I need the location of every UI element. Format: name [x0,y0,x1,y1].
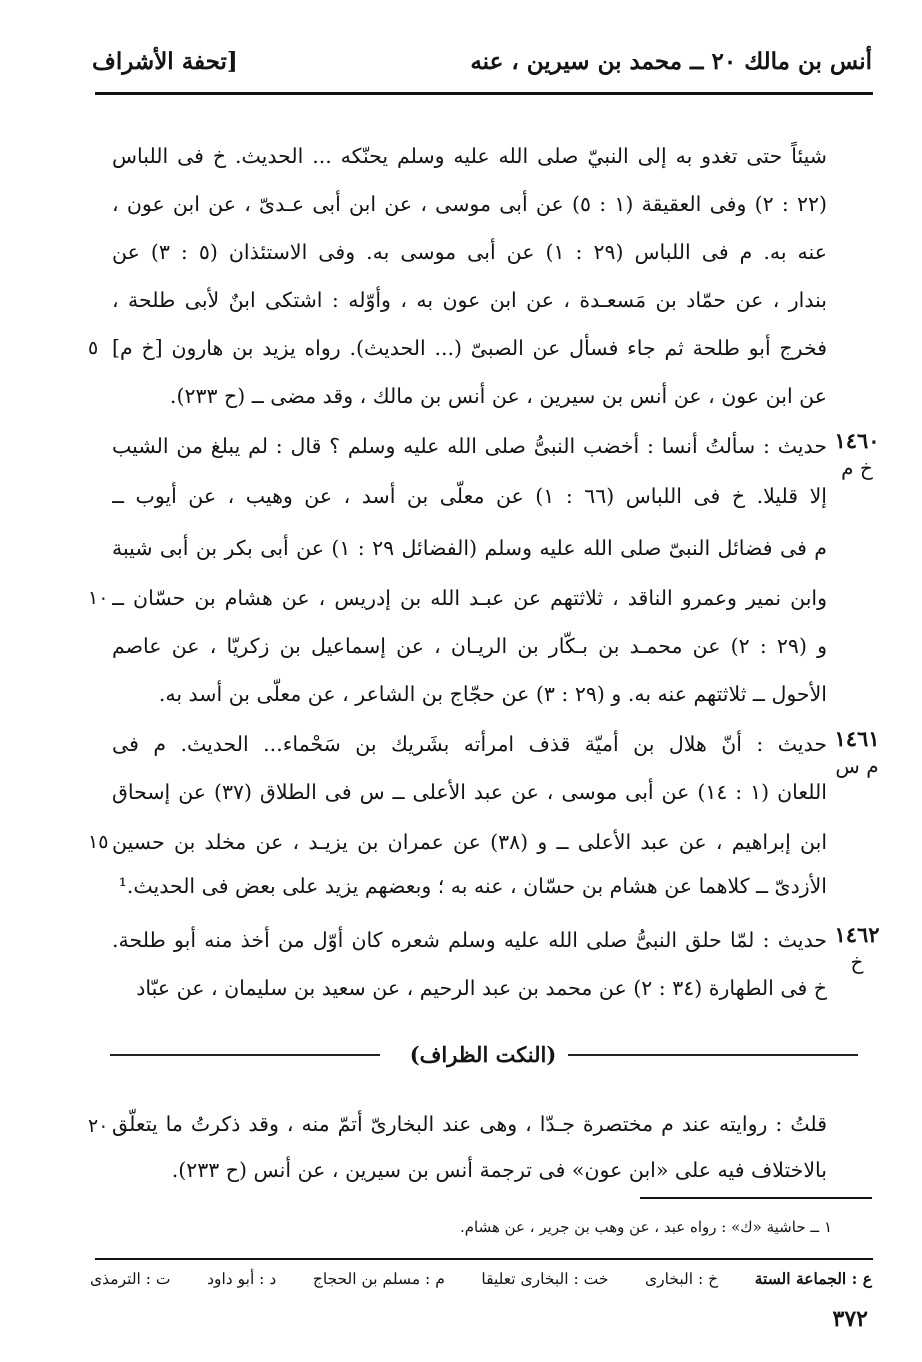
legend-item: خت : البخارى تعليقا [481,1270,609,1288]
text-line: شيئاً حتى تغدو به إلى النبيّ صلى الله عليه وسلم يحنّكه ... الحديث. خ فى اللباس [112,144,827,168]
header-rule [95,92,873,95]
text-line: اللعان (١ : ١٤) عن أبى موسى ، عن عبد الأعلى ــ س فى الطلاق (٣٧) عن إسحاق [112,780,827,804]
footnote-rule [640,1197,872,1199]
text-line: خ فى الطهارة (٣٤ : ٢) عن محمد بن عبد الرحيم ، عن سعيد بن سليمان ، عن عبّاد [136,976,827,1000]
text-line: الأزدىّ ــ كلاهما عن هشام بن حسّان ، عنه به ؛ وبعضهم يزيد على بعض فى الحديث.¹ [118,874,827,898]
book-title: [تحفة الأشراف [92,48,238,75]
text-line: و (٢٩ : ٢) عن محمـد بن بـكّار بن الريـان ، عن إسماعيل بن زكريّا ، عن عاصم [112,634,827,658]
section-title-wrap [88,1040,878,1070]
legend-item: م : مسلم بن الحجاج [312,1270,445,1288]
legend-rule [95,1258,873,1260]
nukat-line: بالاختلاف فيه على «ابن عون» فى ترجمة أنس بن سيرين ، عن أنس (ح ٢٣٣). [171,1158,827,1182]
running-title: أنس بن مالك ٢٠ ــ محمد بن سيرين ، عنه [470,48,872,75]
text-line: فخرج أبو طلحة ثم جاء فسأل عن الصبىّ (... الحديث). رواه يزيد بن هارون [خ م] [112,336,827,360]
text-line: م فى فضائل النبىّ صلى الله عليه وسلم (الفضائل ٢٩ : ١) عن أبى بكر بن أبى شيبة [112,536,827,560]
footnote: ١ ــ حاشية «ك» : رواه عبد ، عن وهب بن جرير ، عن هشام. [459,1218,832,1236]
page-number: ٣٧٢ [832,1306,868,1332]
hadith-line: حديث : أنّ هلال بن أميّة قذف امرأته بشَريك بن سَحْماء... الحديث. م فى [112,732,827,756]
text-line: (٢٢ : ٢) وفى العقيقة (١ : ٥) عن أبى موسى ، عن ابن أبى عـدىّ ، عن ابن عون ، [112,192,827,216]
hadith-number: ١٤٦٠ [834,428,880,453]
text-line: إلا قليلا. خ فى اللباس (٦٦ : ١) عن معلّى بن أسد ، عن وهيب ، عن أيوب ــ [112,484,827,508]
hadith-number: ١٤٦٢ [834,922,880,947]
text-line: ابن إبراهيم ، عن عبد الأعلى ــ و (٣٨) عن عمران بن يزيـد ، عن مخلد بن حسين [112,830,827,854]
page-header [92,48,872,88]
text-line: الأحول ــ ثلاثتهم عنه به. و (٢٩ : ٣) عن حجّاج بن الشاعر ، عن معلّى بن أسد به. [158,682,827,706]
hadith-sigla: خ م [841,456,873,480]
hadith-sigla: م س [835,754,879,778]
text-line: عنه به. م فى اللباس (٢٩ : ١) عن أبى موسى به. وفى الاستئذان (٥ : ٣) عن [112,240,827,264]
margin-line-number: ٥ [88,337,99,359]
section-divider [88,1040,878,1070]
nukat-line: قلتُ : روايته عند م مختصرة جـدّا ، وهى عند البخارىّ أتمّ منه ، وقد ذكرتُ ما يتعلّق [112,1112,827,1136]
hadith-sigla: خ [850,950,864,974]
legend-item: ع : الجماعة الستة [754,1269,872,1288]
legend-item: خ : البخارى [645,1270,719,1288]
margin-line-number: ١٥ [88,831,109,853]
legend-item: د : أبو داود [207,1270,277,1288]
margin-line-number: ٢٠ [88,1115,109,1137]
sigla-legend [90,1263,872,1295]
hadith-number: ١٤٦١ [834,726,880,751]
text-line: وابن نمير وعمرو الناقد ، ثلاثتهم عن عبـد الله بن إدريس ، عن هشام بن حسّان ــ [112,586,827,610]
text-line: بندار ، عن حمّاد بن مَسعـدة ، عن ابن عون به ، وأوّله : اشتكى ابنٌ لأبى طلحة ، [112,288,827,312]
section-title: (النكت الظراف) [400,1042,567,1067]
hadith-line: حديث : لمّا حلق النبىُّ صلى الله عليه وسلم شعره كان أوّل من أخذ منه أبو طلحة. [112,928,827,952]
legend-item: ت : الترمذى [90,1270,171,1288]
margin-line-number: ١٠ [88,587,109,609]
hadith-line: حديث : سألتُ أنسا : أخضب النبىُّ صلى الله عليه وسلم ؟ قال : لم يبلغ من الشيب [112,434,827,458]
text-line: عن ابن عون ، عن أنس بن سيرين ، عن أنس بن مالك ، وقد مضى ــ (ح ٢٣٣). [169,384,827,408]
